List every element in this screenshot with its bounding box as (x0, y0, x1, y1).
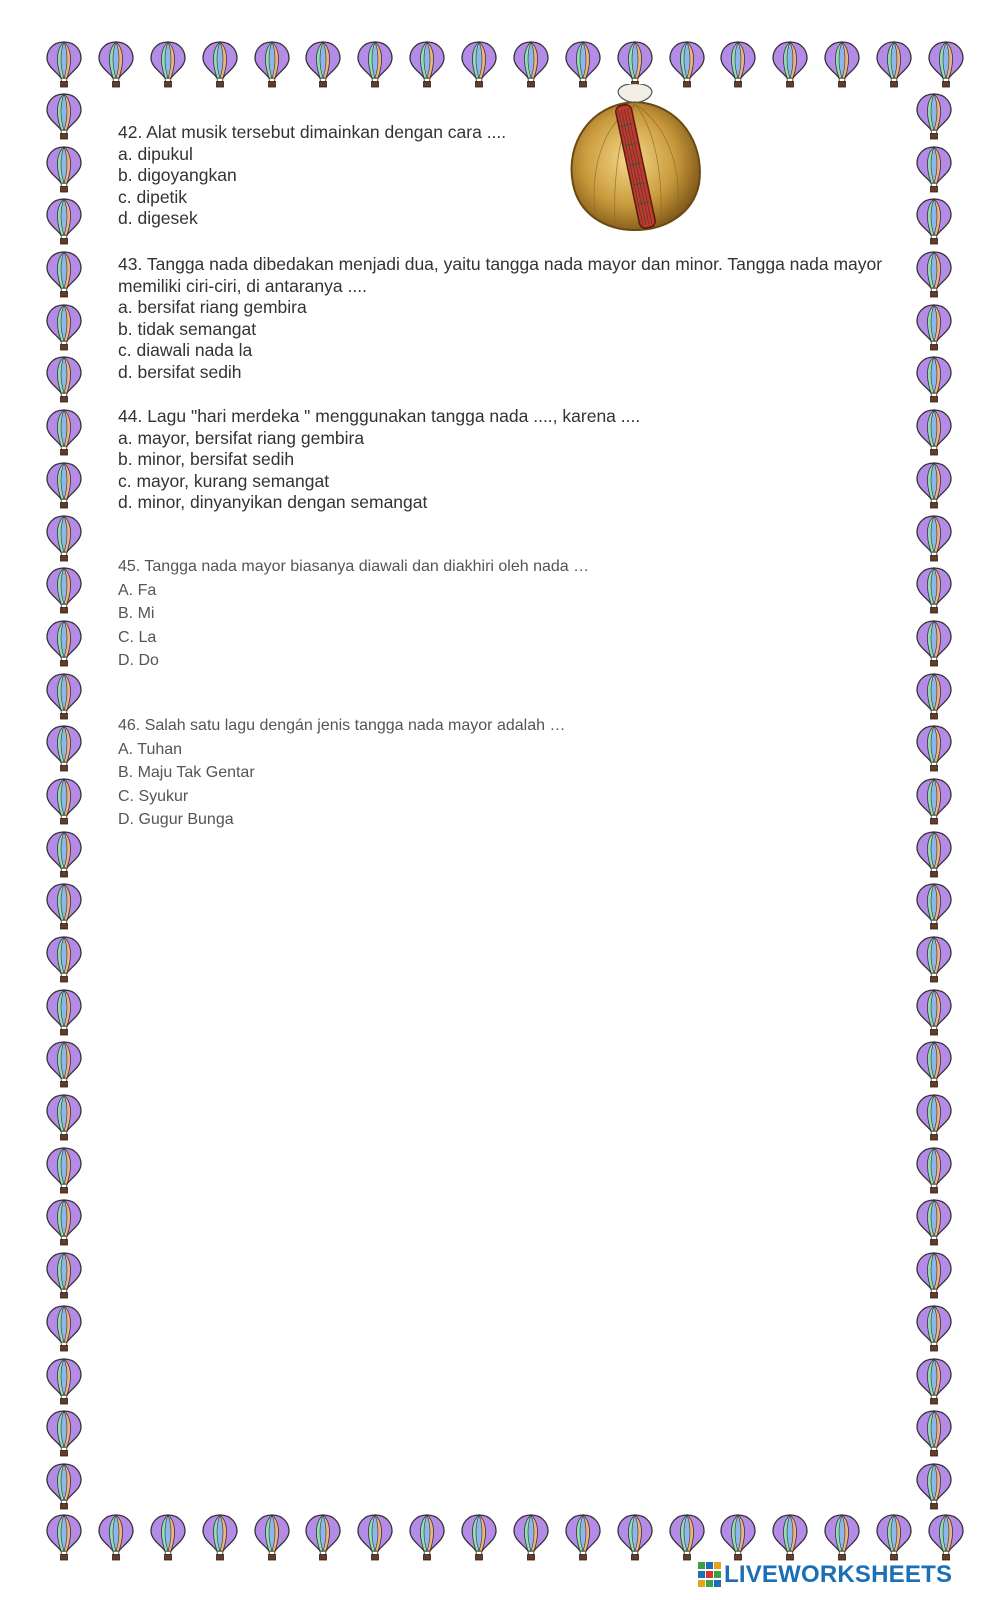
hot-air-balloon-icon (915, 197, 953, 245)
hot-air-balloon-icon (304, 1513, 342, 1561)
hot-air-balloon-icon (460, 1513, 498, 1561)
hot-air-balloon-icon (45, 619, 83, 667)
answer-option: B. Mi (118, 605, 155, 622)
hot-air-balloon-icon (45, 777, 83, 825)
hot-air-balloon-icon (304, 40, 342, 88)
hot-air-balloon-icon (45, 1513, 83, 1561)
balloon-border-bottom (45, 1513, 965, 1563)
hot-air-balloon-icon (915, 619, 953, 667)
question-stem: 44. Lagu "hari merdeka " menggunakan tangga nada ...., karena .... (118, 406, 641, 426)
hot-air-balloon-icon (668, 1513, 706, 1561)
answer-option: b. digoyangkan (118, 165, 237, 186)
hot-air-balloon-icon (616, 1513, 654, 1561)
hot-air-balloon-icon (253, 40, 291, 88)
hot-air-balloon-icon (915, 92, 953, 140)
hot-air-balloon-icon (915, 250, 953, 298)
answer-option: b. tidak semangat (118, 318, 257, 339)
answer-option: B. Maju Tak Gentar (118, 764, 255, 781)
hot-air-balloon-icon (45, 1198, 83, 1246)
answer-option: a. bersifat riang gembira (118, 297, 307, 318)
answer-option: d. digesek (118, 208, 198, 229)
hot-air-balloon-icon (875, 40, 913, 88)
question-stem: 42. Alat musik tersebut dimainkan dengan cara .... (118, 122, 507, 142)
hot-air-balloon-icon (45, 197, 83, 245)
answer-option: d. bersifat sedih (118, 361, 242, 382)
hot-air-balloon-icon (915, 408, 953, 456)
hot-air-balloon-icon (45, 830, 83, 878)
hot-air-balloon-icon (668, 40, 706, 88)
hot-air-balloon-icon (915, 672, 953, 720)
hot-air-balloon-icon (915, 514, 953, 562)
answer-option: c. dipetik (118, 186, 188, 207)
hot-air-balloon-icon (915, 935, 953, 983)
hot-air-balloon-icon (45, 988, 83, 1036)
hot-air-balloon-icon (45, 1304, 83, 1352)
hot-air-balloon-icon (823, 1513, 861, 1561)
hot-air-balloon-icon (356, 40, 394, 88)
hot-air-balloon-icon (201, 1513, 239, 1561)
hot-air-balloon-icon (927, 1513, 965, 1561)
answer-option: C. Syukur (118, 787, 189, 805)
hot-air-balloon-icon (915, 145, 953, 193)
hot-air-balloon-icon (45, 514, 83, 562)
hot-air-balloon-icon (45, 250, 83, 298)
hot-air-balloon-icon (408, 1513, 446, 1561)
hot-air-balloon-icon (45, 1251, 83, 1299)
question-46 (118, 714, 898, 832)
balloon-border-top (45, 40, 965, 90)
hot-air-balloon-icon (149, 40, 187, 88)
sasando-instrument-image (565, 84, 705, 234)
hot-air-balloon-icon (512, 40, 550, 88)
question-44 (118, 406, 898, 514)
hot-air-balloon-icon (45, 1357, 83, 1405)
hot-air-balloon-icon (45, 145, 83, 193)
hot-air-balloon-icon (915, 1093, 953, 1141)
hot-air-balloon-icon (45, 355, 83, 403)
question-42 (118, 122, 558, 230)
hot-air-balloon-icon (97, 40, 135, 88)
question-stem: 43. Tangga nada dibedakan menjadi dua, yaitu tangga nada mayor dan minor. Tangga nada mayor memiliki ciri-ciri, di antaranya .... (118, 254, 883, 296)
answer-option: A. Fa (118, 581, 157, 599)
answer-option: D. Do (118, 652, 159, 669)
hot-air-balloon-icon (915, 1040, 953, 1088)
question-45 (118, 555, 898, 673)
hot-air-balloon-icon (823, 40, 861, 88)
hot-air-balloon-icon (771, 1513, 809, 1561)
hot-air-balloon-icon (915, 1357, 953, 1405)
hot-air-balloon-icon (45, 882, 83, 930)
hot-air-balloon-icon (915, 777, 953, 825)
balloon-border-left (45, 92, 85, 1510)
hot-air-balloon-icon (616, 40, 654, 88)
hot-air-balloon-icon (915, 1198, 953, 1246)
hot-air-balloon-icon (45, 408, 83, 456)
hot-air-balloon-icon (564, 1513, 602, 1561)
answer-option: a. mayor, bersifat riang gembira (118, 427, 365, 448)
liveworksheets-logo-icon (698, 1562, 722, 1588)
hot-air-balloon-icon (45, 1409, 83, 1457)
hot-air-balloon-icon (915, 1146, 953, 1194)
hot-air-balloon-icon (45, 724, 83, 772)
hot-air-balloon-icon (97, 1513, 135, 1561)
liveworksheets-wordmark: LIVEWORKSHEETS (724, 1561, 953, 1588)
hot-air-balloon-icon (915, 1462, 953, 1510)
hot-air-balloon-icon (915, 988, 953, 1036)
hot-air-balloon-icon (149, 1513, 187, 1561)
hot-air-balloon-icon (915, 1409, 953, 1457)
answer-option: c. diawali nada la (118, 340, 253, 361)
answer-option: A. Tuhan (118, 740, 183, 758)
hot-air-balloon-icon (927, 40, 965, 88)
hot-air-balloon-icon (45, 1093, 83, 1141)
hot-air-balloon-icon (915, 566, 953, 614)
hot-air-balloon-icon (201, 40, 239, 88)
question-43 (118, 254, 898, 384)
question-stem: 46. Salah satu lagu dengán jenis tangga nada mayor adalah … (118, 717, 566, 734)
answer-option: d. minor, dinyanyikan dengan semangat (118, 492, 428, 513)
hot-air-balloon-icon (45, 92, 83, 140)
answer-option: C. La (118, 628, 157, 646)
hot-air-balloon-icon (915, 461, 953, 509)
hot-air-balloon-icon (45, 935, 83, 983)
answer-option: D. Gugur Bunga (118, 811, 234, 828)
hot-air-balloon-icon (45, 303, 83, 351)
question-stem: 45. Tangga nada mayor biasanya diawali dan diakhiri oleh nada … (118, 558, 590, 575)
hot-air-balloon-icon (45, 566, 83, 614)
hot-air-balloon-icon (408, 40, 446, 88)
hot-air-balloon-icon (45, 672, 83, 720)
hot-air-balloon-icon (253, 1513, 291, 1561)
hot-air-balloon-icon (915, 1304, 953, 1352)
hot-air-balloon-icon (915, 882, 953, 930)
hot-air-balloon-icon (45, 461, 83, 509)
hot-air-balloon-icon (45, 40, 83, 88)
liveworksheets-brand (698, 1560, 952, 1590)
hot-air-balloon-icon (460, 40, 498, 88)
hot-air-balloon-icon (915, 830, 953, 878)
hot-air-balloon-icon (915, 355, 953, 403)
hot-air-balloon-icon (45, 1462, 83, 1510)
hot-air-balloon-icon (915, 303, 953, 351)
hot-air-balloon-icon (45, 1146, 83, 1194)
answer-option: a. dipukul (118, 143, 193, 164)
hot-air-balloon-icon (915, 724, 953, 772)
hot-air-balloon-icon (45, 1040, 83, 1088)
balloon-border-right (915, 92, 955, 1510)
hot-air-balloon-icon (564, 40, 602, 88)
hot-air-balloon-icon (512, 1513, 550, 1561)
hot-air-balloon-icon (875, 1513, 913, 1561)
hot-air-balloon-icon (719, 1513, 757, 1561)
hot-air-balloon-icon (771, 40, 809, 88)
answer-option: b. minor, bersifat sedih (118, 449, 295, 470)
hot-air-balloon-icon (356, 1513, 394, 1561)
hot-air-balloon-icon (719, 40, 757, 88)
answer-option: c. mayor, kurang semangat (118, 470, 330, 491)
hot-air-balloon-icon (915, 1251, 953, 1299)
